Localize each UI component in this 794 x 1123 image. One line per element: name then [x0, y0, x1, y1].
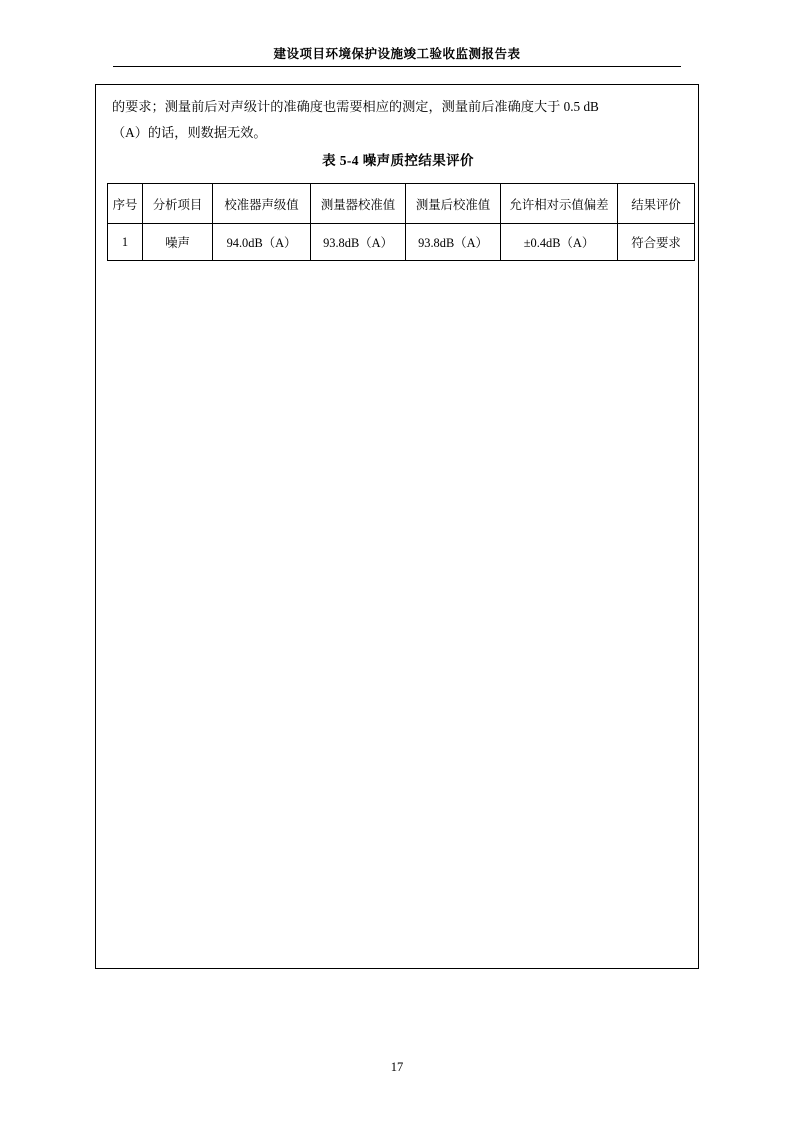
body-line-1: 的要求；测量前后对声级计的准确度也需要相应的测定，测量前后准确度大于 0.5 dB — [112, 99, 599, 114]
cell-evaluation: 符合要求 — [618, 224, 695, 261]
cell-index: 1 — [108, 224, 143, 261]
cell-allowed-deviation: ±0.4dB（A） — [501, 224, 618, 261]
column-header-post-measure-cal: 测量后校准值 — [406, 184, 501, 224]
column-header-allowed-deviation: 允许相对示值偏差 — [501, 184, 618, 224]
table-row — [108, 224, 695, 261]
table-caption: 表 5-4 噪声质控结果评价 — [322, 153, 474, 168]
column-header-item: 分析项目 — [143, 184, 213, 224]
body-paragraph — [112, 94, 682, 146]
noise-qc-table — [107, 183, 695, 261]
cell-calibrator-level: 94.0dB（A） — [213, 224, 311, 261]
cell-pre-measure-cal: 93.8dB（A） — [311, 224, 406, 261]
page-number: 17 — [390, 1060, 404, 1074]
column-header-index: 序号 — [108, 184, 143, 224]
body-line-2: （A）的话，则数据无效。 — [112, 125, 267, 140]
table-header-row — [108, 184, 695, 224]
content-frame — [95, 84, 699, 969]
page-header-title: 建设项目环境保护设施竣工验收监测报告表 — [273, 47, 521, 61]
cell-post-measure-cal: 93.8dB（A） — [406, 224, 501, 261]
cell-item: 噪声 — [143, 224, 213, 261]
header-divider — [113, 66, 681, 67]
column-header-evaluation: 结果评价 — [618, 184, 695, 224]
column-header-calibrator-level: 校准器声级值 — [213, 184, 311, 224]
column-header-pre-measure-cal: 测量器校准值 — [311, 184, 406, 224]
